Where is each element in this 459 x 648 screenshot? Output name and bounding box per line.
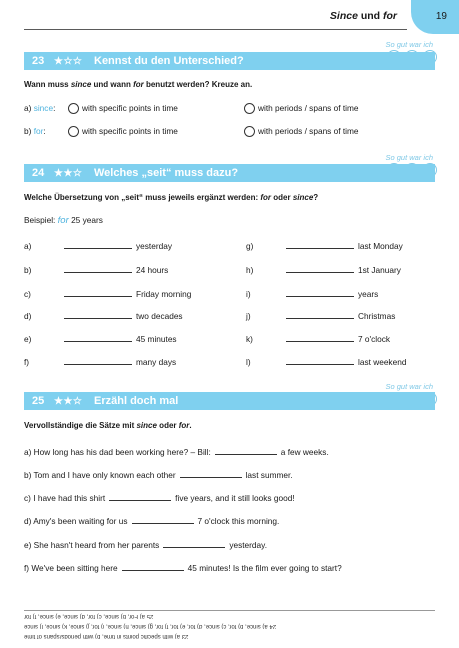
answer-blank[interactable] bbox=[109, 492, 171, 501]
option-periods[interactable]: with periods / spans of time bbox=[244, 103, 359, 114]
answer-blank[interactable] bbox=[64, 264, 132, 273]
fill-item: k) 7 o'clock bbox=[246, 334, 391, 344]
answer-blank[interactable] bbox=[163, 539, 225, 548]
exercise-23-row-b: b) for: with specific points in time with periods / spans of time bbox=[24, 126, 359, 136]
exercise-23-instruction: Wann muss since und wann for benutzt werden? Kreuze an. bbox=[24, 80, 253, 89]
fill-item: d) two decades bbox=[24, 311, 183, 321]
sentence-item: f) We've been sitting here 45 minutes! Is the film ever going to start? bbox=[24, 563, 342, 573]
page-header bbox=[0, 0, 459, 36]
answer-blank[interactable] bbox=[64, 333, 132, 342]
answer-blank[interactable] bbox=[64, 356, 132, 365]
sentence-item: d) Amy's been waiting for us 7 o'clock this morning. bbox=[24, 516, 280, 526]
exercise-23-row-a: a) since: with specific points in time with periods / spans of time bbox=[24, 103, 359, 113]
answer-blank[interactable] bbox=[286, 333, 354, 342]
exercise-title: Erzähl doch mal bbox=[94, 395, 179, 407]
answer-line: 24 a) since, b) for, c) since, d) for, e) for, f) for, g) since, h) since, i) for, j) since, k) since, l) since bbox=[24, 623, 277, 629]
exercise-23-heading: 23 ★☆☆ Kennst du den Unterschied? bbox=[24, 52, 435, 70]
exercise-title: Kennst du den Unterschied? bbox=[94, 55, 244, 67]
exercise-24-heading: 24 ★★☆ Welches „seit“ muss dazu? bbox=[24, 164, 435, 182]
answer-blank[interactable] bbox=[286, 310, 354, 319]
option-specific-points[interactable]: with specific points in time bbox=[68, 103, 178, 114]
answer-blank[interactable] bbox=[180, 469, 242, 478]
answer-blank[interactable] bbox=[122, 562, 184, 571]
fill-item: a) yesterday bbox=[24, 241, 172, 251]
difficulty-stars-icon: ★★☆ bbox=[54, 395, 83, 407]
fill-item: e) 45 minutes bbox=[24, 334, 177, 344]
radio-circle-icon[interactable] bbox=[244, 126, 255, 137]
answer-line: 23 a) with specific points in time, b) with periods/spans of time bbox=[24, 633, 189, 639]
answer-blank[interactable] bbox=[286, 264, 354, 273]
fill-item: j) Christmas bbox=[246, 311, 396, 321]
sentence-item: a) How long has his dad been working here? – Bill: a few weeks. bbox=[24, 447, 329, 457]
rating-label: So gut war ich bbox=[385, 153, 433, 162]
header-rule bbox=[24, 29, 407, 30]
page-tab bbox=[411, 0, 459, 34]
exercise-24-instruction: Welche Übersetzung von „seit“ muss jeweils ergänzt werden: for oder since? bbox=[24, 193, 319, 202]
fill-item: l) last weekend bbox=[246, 357, 407, 367]
page-number: 19 bbox=[435, 11, 447, 22]
answer-blank[interactable] bbox=[286, 356, 354, 365]
option-periods[interactable]: with periods / spans of time bbox=[244, 126, 359, 137]
difficulty-stars-icon: ★★☆ bbox=[54, 167, 83, 179]
answer-blank[interactable] bbox=[64, 310, 132, 319]
radio-circle-icon[interactable] bbox=[68, 103, 79, 114]
radio-circle-icon[interactable] bbox=[68, 126, 79, 137]
sentence-item: b) Tom and I have only known each other last summer. bbox=[24, 470, 293, 480]
fill-item: c) Friday morning bbox=[24, 289, 192, 299]
answer-key bbox=[24, 610, 435, 641]
exercise-25-heading: 25 ★★☆ Erzähl doch mal bbox=[24, 392, 435, 410]
answer-blank[interactable] bbox=[132, 515, 194, 524]
difficulty-stars-icon: ★☆☆ bbox=[54, 55, 83, 67]
fill-item: i) years bbox=[246, 289, 379, 299]
rating-label: So gut war ich bbox=[385, 382, 433, 391]
exercise-24-example: Beispiel: for 25 years bbox=[24, 215, 103, 226]
fill-item: f) many days bbox=[24, 357, 177, 367]
sentence-item: e) She hasn't heard from her parents yesterday. bbox=[24, 540, 268, 550]
exercise-title: Welches „seit“ muss dazu? bbox=[94, 167, 239, 179]
answer-blank[interactable] bbox=[64, 240, 132, 249]
fill-item: b) 24 hours bbox=[24, 265, 169, 275]
radio-circle-icon[interactable] bbox=[244, 103, 255, 114]
exercise-25-instruction: Vervollständige die Sätze mit since oder for. bbox=[24, 421, 192, 430]
answer-blank[interactable] bbox=[64, 288, 132, 297]
fill-item: h) 1st January bbox=[246, 265, 401, 275]
answer-blank[interactable] bbox=[286, 288, 354, 297]
sentence-item: c) I have had this shirt five years, and it still looks good! bbox=[24, 493, 295, 503]
fill-item: g) last Monday bbox=[246, 241, 403, 251]
answer-blank[interactable] bbox=[286, 240, 354, 249]
rating-label: So gut war ich bbox=[385, 40, 433, 49]
answer-blank[interactable] bbox=[215, 446, 277, 455]
answer-line: 25 a) For, b) since, c) for, d) since, e) since, f) for bbox=[24, 613, 154, 619]
option-specific-points[interactable]: with specific points in time bbox=[68, 126, 178, 137]
running-title: Since und for bbox=[329, 10, 397, 22]
